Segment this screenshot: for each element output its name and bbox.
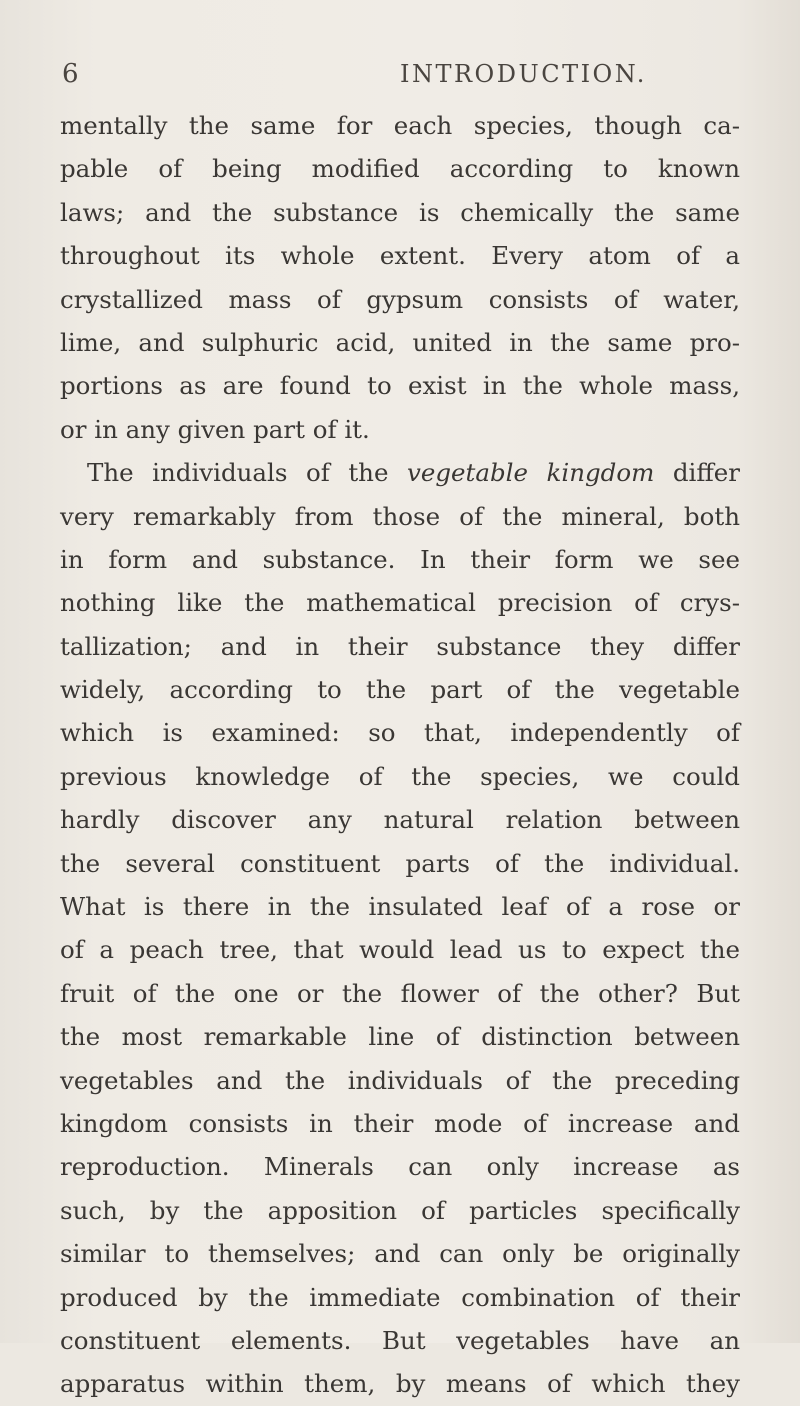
text-line: such, by the apposition of particles specifically xyxy=(60,1195,740,1225)
text-line: portions as are found to exist in the whole mass, xyxy=(60,371,740,401)
text-line: kingdom consists in their mode of increase and xyxy=(60,1108,740,1138)
text-line: very remarkably from those of the mineral, both xyxy=(60,501,740,531)
page-number: 6 xyxy=(62,59,79,89)
text-line: pable of being modified according to known xyxy=(60,154,740,184)
text-line: apparatus within them, by means of which they xyxy=(60,1369,740,1399)
text-line-paragraph-start xyxy=(60,451,740,494)
text-line: nothing like the mathematical precision of crys- xyxy=(60,588,740,618)
text-line: throughout its whole extent. Every atom of a xyxy=(60,241,740,271)
text-line: in form and substance. In their form we see xyxy=(60,544,740,574)
text-line: mentally the same for each species, though ca- xyxy=(60,111,740,140)
text-line: which is examined: so that, independently of xyxy=(60,718,740,748)
text-line: the most remarkable line of distinction between xyxy=(60,1022,740,1052)
text-line: produced by the immediate combination of their xyxy=(60,1282,740,1312)
text-line: similar to themselves; and can only be originally xyxy=(60,1239,740,1269)
text-line: tallization; and in their substance they differ xyxy=(60,631,740,661)
text-line: fruit of the one or the flower of the other? But xyxy=(60,978,740,1008)
text-line: of a peach tree, that would lead us to expect the xyxy=(60,935,740,965)
text-line: reproduction. Minerals can only increase as xyxy=(60,1152,740,1182)
body-text xyxy=(60,104,740,1406)
running-title: INTRODUCTION. xyxy=(400,60,647,88)
text-run: The individuals of the xyxy=(87,458,407,488)
text-line: What is there in the insulated leaf of a rose or xyxy=(60,892,740,922)
text-line: laws; and the substance is chemically the same xyxy=(60,197,740,227)
text-line-paragraph-end: or in any given part of it. xyxy=(60,414,370,444)
text-line: the several constituent parts of the individual. xyxy=(60,848,740,878)
text-line: crystallized mass of gypsum consists of water, xyxy=(60,284,740,314)
text-line: widely, according to the part of the vegetable xyxy=(60,675,740,705)
text-line: lime, and sulphuric acid, united in the same pro- xyxy=(60,327,740,357)
italic-phrase: vegetable kingdom xyxy=(406,458,655,488)
text-line: constituent elements. But vegetables have an xyxy=(60,1325,740,1355)
text-line: hardly discover any natural relation between xyxy=(60,805,740,835)
text-line: vegetables and the individuals of the preceding xyxy=(60,1065,740,1095)
text-line: previous knowledge of the species, we could xyxy=(60,761,740,791)
text-run: differ xyxy=(654,458,740,488)
running-head xyxy=(60,54,740,94)
